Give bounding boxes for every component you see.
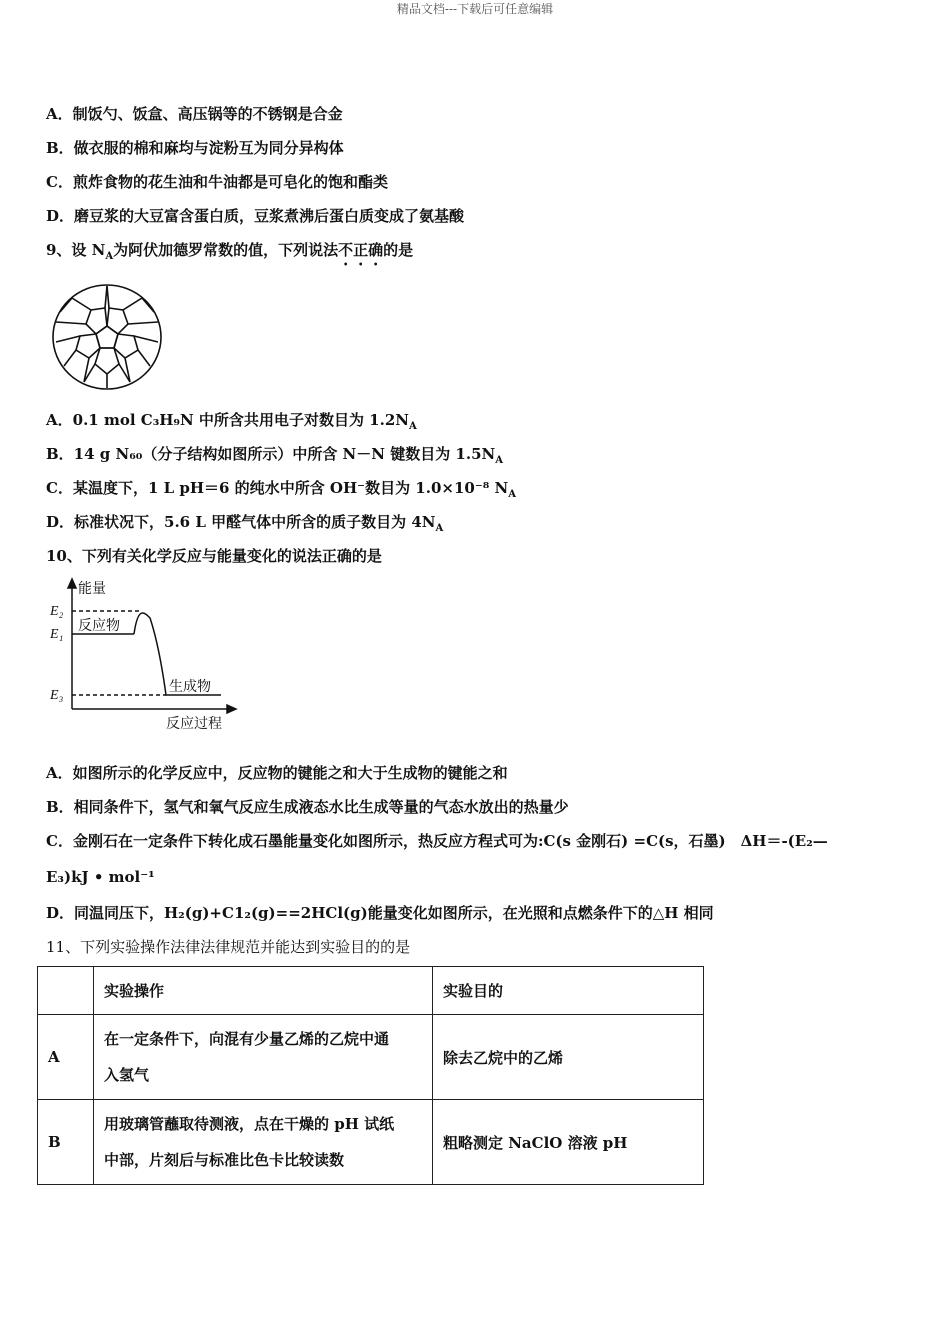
row-operation-line: 在一定条件下，向混有少量乙烯的乙烷中通 — [104, 1030, 390, 1048]
q10-option-c-line1: C．金刚石在一定条件下转化成石墨能量变化如图所示，热反应方程式可为:C(s 金刚石) =C(s，石墨) ΔH＝-(E₂— — [46, 832, 828, 850]
q10-stem: 10、下列有关化学反应与能量变化的说法正确的是 — [46, 547, 382, 565]
q9-option-b — [46, 443, 503, 466]
table-row — [38, 1015, 704, 1100]
e2-label: E₂ — [50, 604, 64, 619]
q9-option-c-text: C．某温度下，1 L pH＝6 的纯水中所含 OH⁻数目为 1.0×10⁻⁸ N — [46, 479, 509, 497]
row-label: A — [38, 1015, 94, 1100]
q9-stem-mid: 为阿伏加德罗常数的值，下列说法 — [113, 241, 339, 259]
q9-stem-emphasis: 不正确 — [338, 241, 384, 259]
q9-option-b-sub: A — [495, 455, 503, 466]
q9-option-a-sub: A — [408, 421, 417, 432]
page-header: 精品文档---下载后可任意编辑 — [396, 2, 554, 16]
row-operation — [94, 1015, 433, 1100]
q11-stem: 11、下列实验操作法律法律规范并能达到实验目的的是 — [46, 938, 411, 956]
table-header-cell — [38, 967, 94, 1015]
q9-stem-prefix: 9、设 N — [46, 241, 106, 259]
q9-option-b-text: B．14 g N₆₀（分子结构如图所示）中所含 N－N 键数目为 1.5N — [46, 445, 496, 463]
q8-option-c: C．煎炸食物的花生油和牛油都是可皂化的饱和酯类 — [46, 173, 388, 191]
q10-option-a: A．如图所示的化学反应中，反应物的键能之和大于生成物的键能之和 — [46, 764, 508, 782]
table-header-cell: 实验操作 — [94, 967, 433, 1015]
n60-molecule-figure — [50, 282, 164, 392]
product-label: 生成物 — [169, 679, 211, 695]
energy-diagram — [46, 576, 246, 738]
q9-option-d-sub: A — [435, 523, 444, 534]
q8-option-d: D．磨豆浆的大豆富含蛋白质，豆浆煮沸后蛋白质变成了氨基酸 — [46, 207, 465, 225]
q8-option-b: B．做衣服的棉和麻均与淀粉互为同分异构体 — [46, 139, 344, 157]
e1-label: E₁ — [50, 627, 64, 642]
q9-stem-end: 的是 — [383, 241, 414, 259]
q9-stem — [46, 239, 413, 269]
table-header-cell: 实验目的 — [433, 967, 704, 1015]
y-axis-label: 能量 — [78, 581, 106, 597]
table-header-row — [38, 967, 704, 1015]
e3-label: E₃ — [50, 688, 64, 703]
table-row — [38, 1100, 704, 1185]
q10-option-b: B．相同条件下，氢气和氧气反应生成液态水比生成等量的气态水放出的热量少 — [46, 798, 569, 816]
row-operation-line: 中部，片刻后与标准比色卡比较读数 — [104, 1151, 345, 1169]
row-operation-line: 用玻璃管蘸取待测液，点在干燥的 pH 试纸 — [104, 1115, 395, 1133]
row-label: B — [38, 1100, 94, 1185]
row-operation — [94, 1100, 433, 1185]
row-goal: 除去乙烷中的乙烯 — [433, 1015, 704, 1100]
q10-option-d: D．同温同压下，H₂(g)+C1₂(g)==2HCl(g)能量变化如图所示，在光照和点燃条件下的△H 相同 — [46, 904, 714, 922]
row-operation-line: 入氢气 — [104, 1066, 150, 1084]
q9-option-a — [46, 409, 417, 432]
x-axis-label: 反应过程 — [166, 716, 222, 732]
q9-option-d-text: D．标准状况下，5.6 L 甲醛气体中所含的质子数目为 4N — [46, 513, 436, 531]
q10-option-c-line2: E₃)kJ • mol⁻¹ — [46, 868, 155, 886]
reactant-label: 反应物 — [78, 618, 120, 634]
q9-option-c — [46, 477, 516, 500]
q9-option-a-text: A．0.1 mol C₃H₉N 中所含共用电子对数目为 1.2N — [46, 411, 409, 429]
q9-option-c-sub: A — [508, 489, 517, 500]
q9-stem-sub: A — [105, 251, 114, 262]
q9-option-d — [46, 511, 443, 534]
experiment-table — [37, 966, 704, 1185]
q8-option-a: A．制饭勺、饭盒、高压锅等的不锈钢是合金 — [46, 105, 343, 123]
row-goal: 粗略测定 NaClO 溶液 pH — [433, 1100, 704, 1185]
